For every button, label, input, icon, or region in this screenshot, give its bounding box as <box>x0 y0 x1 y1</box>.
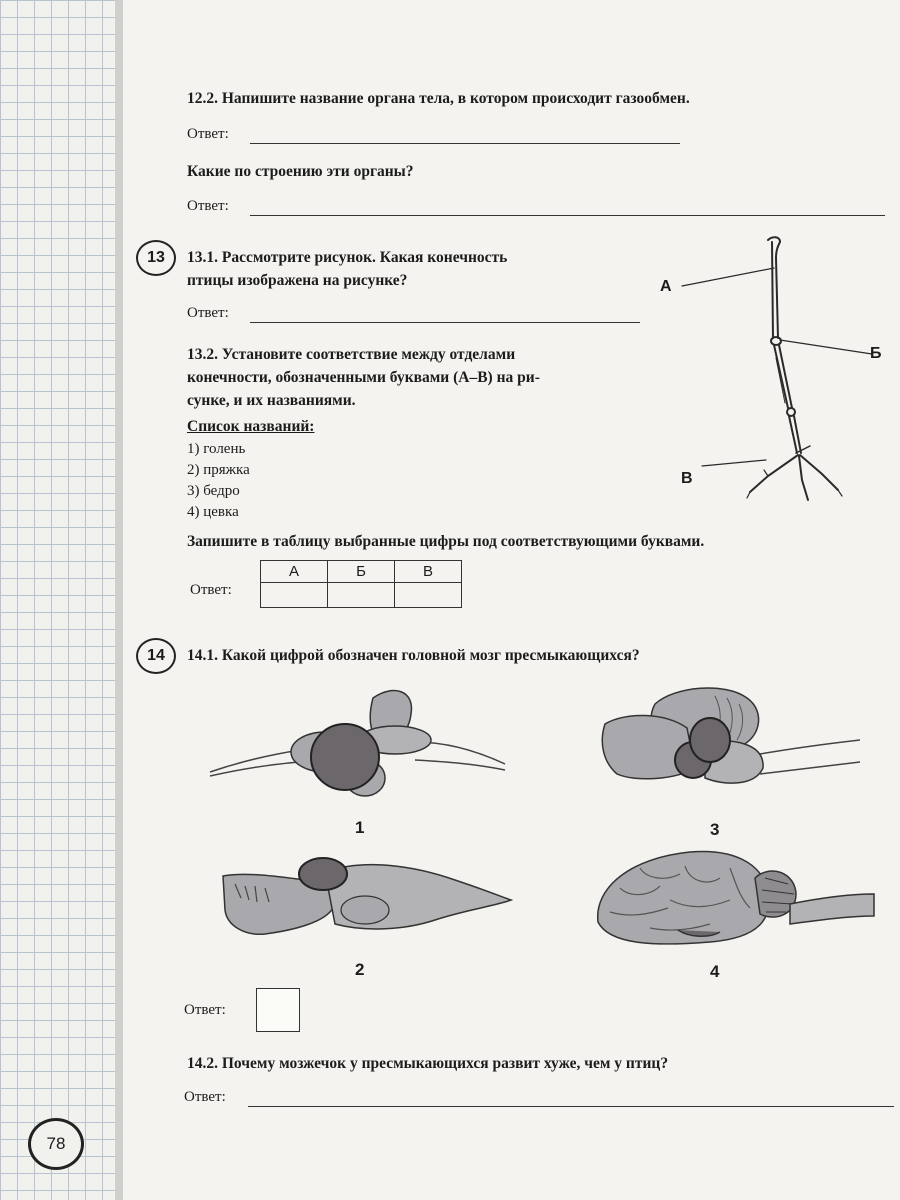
q13-2-line2: конечности, обозначенными буквами (А–В) на ри- <box>187 369 540 386</box>
brain-label-1: 1 <box>355 818 365 837</box>
question-number-13: 13 <box>136 240 176 276</box>
brain-label-4: 4 <box>710 962 720 981</box>
q13-instruction: Запишите в таблицу выбранные цифры под соответствующими буквами. <box>187 533 705 550</box>
q14-2-text: 14.2. Почему мозжечок у пресмыкающихся развит хуже, чем у птиц? <box>187 1055 669 1072</box>
brain-3-illustration <box>595 682 865 812</box>
q12-2-sub: Какие по строению эти органы? <box>187 163 414 180</box>
brain-1-illustration <box>205 680 515 810</box>
brain-4-illustration <box>590 838 880 958</box>
q13-1-line1: 13.1. Рассмотрите рисунок. Какая конечность <box>187 249 508 266</box>
answer-label: Ответ: <box>187 305 229 321</box>
answer-label: Ответ: <box>184 1089 226 1105</box>
list-item: 4) цевка <box>187 504 239 520</box>
q13-2-line1: 13.2. Установите соответствие между отделами <box>187 346 516 363</box>
answer-box-14-1[interactable] <box>256 988 300 1032</box>
label-b: Б <box>870 345 882 362</box>
list-item: 1) голень <box>187 441 246 457</box>
answer-table-13 <box>260 560 462 608</box>
brain-label-3: 3 <box>710 820 720 839</box>
answer-cell-v[interactable] <box>395 583 462 608</box>
answer-line-12-2b[interactable] <box>250 215 885 216</box>
question-number-14: 14 <box>136 638 176 674</box>
answer-cell-b[interactable] <box>328 583 395 608</box>
label-v: В <box>681 470 693 487</box>
answer-line-14-2[interactable] <box>248 1106 894 1107</box>
table-header-b: Б <box>328 561 395 583</box>
list-title: Список названий: <box>187 418 315 435</box>
list-item: 3) бедро <box>187 483 240 499</box>
table-header-v: В <box>395 561 462 583</box>
label-a: А <box>660 278 672 295</box>
q13-1-line2: птицы изображена на рисунке? <box>187 272 408 289</box>
bird-leg-illustration <box>650 228 900 508</box>
grid-margin <box>0 0 115 1200</box>
answer-label: Ответ: <box>187 198 229 214</box>
brain-label-2: 2 <box>355 960 365 979</box>
answer-cell-a[interactable] <box>261 583 328 608</box>
answer-label: Ответ: <box>184 1002 226 1018</box>
q13-2-line3: сунке, и их названиями. <box>187 392 356 409</box>
answer-line-13-1[interactable] <box>250 322 640 323</box>
page-edge <box>115 0 123 1200</box>
q12-2-text: 12.2. Напишите название органа тела, в котором происходит газообмен. <box>187 90 690 107</box>
answer-line-12-2a[interactable] <box>250 143 680 144</box>
table-header-a: А <box>261 561 328 583</box>
answer-label: Ответ: <box>187 126 229 142</box>
q14-1-text: 14.1. Какой цифрой обозначен головной мозг пресмыкающихся? <box>187 647 640 664</box>
answer-label: Ответ: <box>190 582 232 598</box>
list-item: 2) пряжка <box>187 462 250 478</box>
brain-2-illustration <box>215 850 515 950</box>
page-number: 78 <box>28 1118 84 1170</box>
